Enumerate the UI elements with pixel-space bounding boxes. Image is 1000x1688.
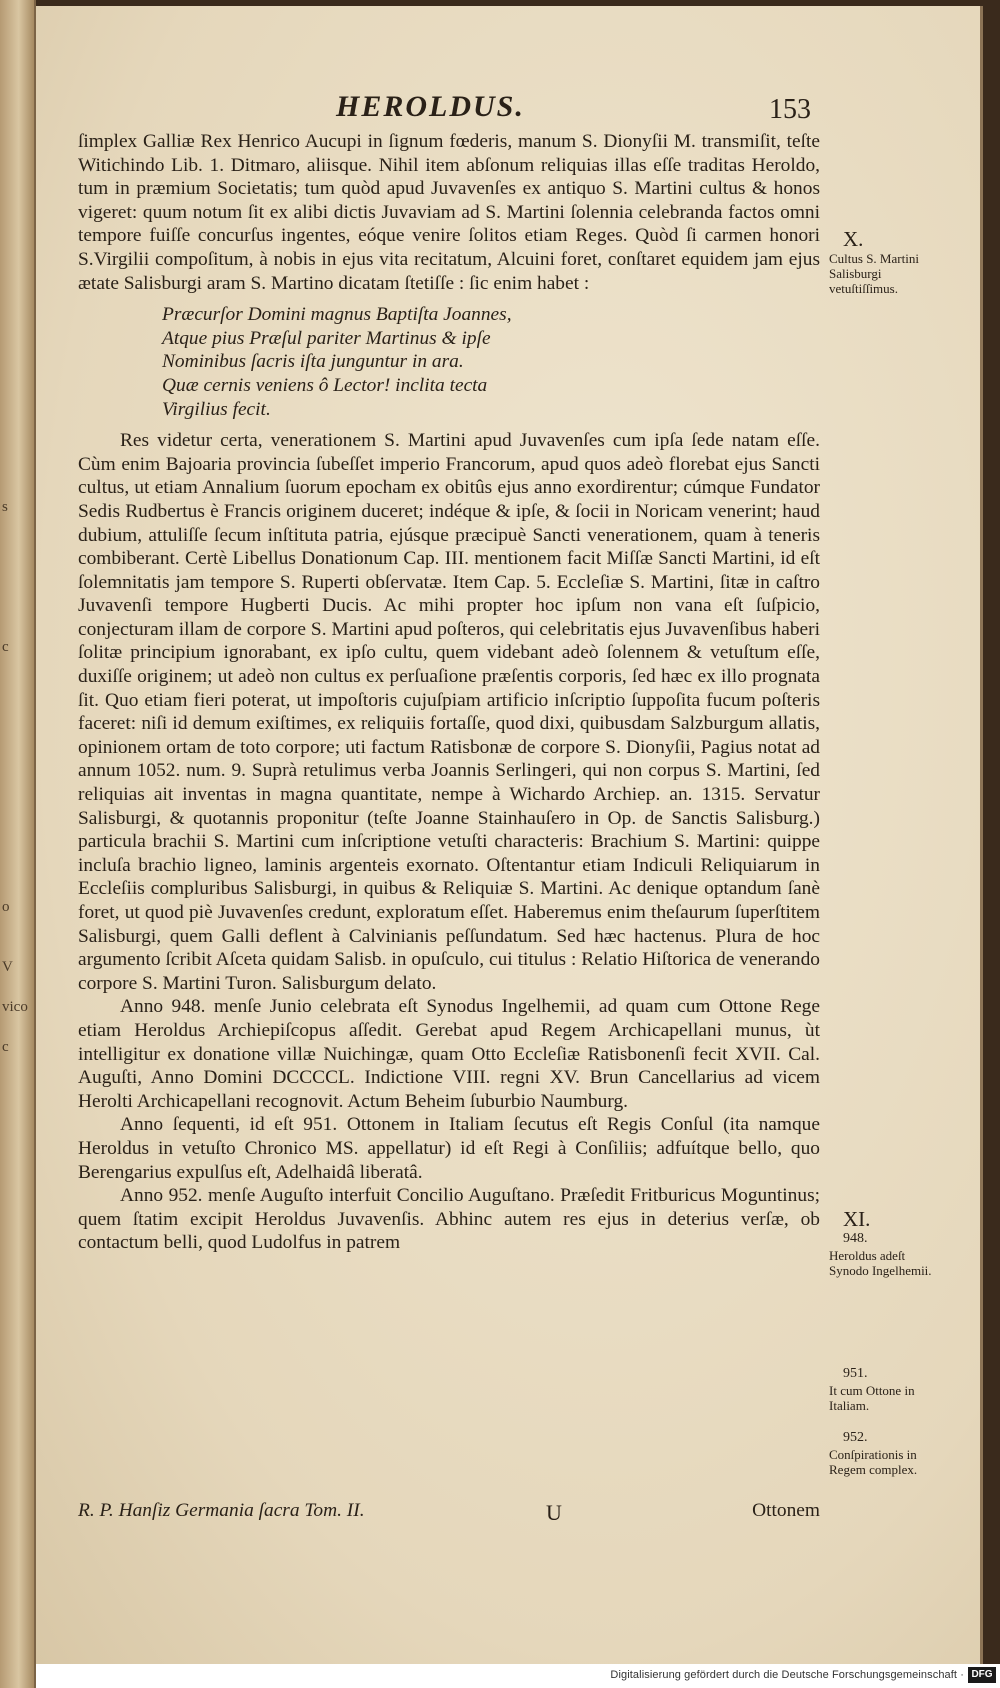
margin-note (829, 1207, 944, 1278)
book-page (36, 6, 983, 1664)
poem-line: Præcurſor Domini magnus Baptiſta Joannes, (162, 304, 512, 326)
poem-line: Nominibus ſacris iſta junguntur in ara. (162, 351, 464, 373)
signature-letter: U (546, 1500, 562, 1525)
book-spine (0, 0, 36, 1688)
paragraph: Anno 952. menſe Auguſto interfuit Concilio Auguſtano. Præſedit Fritburicus Moguntinus; quem ſtatim excipit Heroldus Juvavenſis. Abhinc autem res ejus in deterius verſæ, ob contactum belli, quod Ludolfus in patrem (78, 1185, 820, 1254)
dfg-logo-icon: DFG (968, 1667, 996, 1683)
margin-note (829, 1366, 944, 1413)
poem-quotation (162, 303, 820, 421)
body-text (78, 130, 820, 1255)
margin-year: 948. (843, 1231, 868, 1246)
spine-fragment: vico (2, 999, 28, 1015)
paragraph: Res videtur certa, venerationem S. Martini apud Juvavenſes cum ipſa ſede natam eſſe. Cùm enim Bajoaria provincia ſubeſſet imperio Francorum, apud quos adeò florebat ejus Sancti cultus, ut etiam Annalium ſuorum epocham ex obitûs ejus anno exordirentur; cúmque Fundator Sedis Rudbertus è Francis originem duceret; indéque & ipſe, & ſocii in Noricam venerint; haud dubium, attuliſſe ſecum inſtituta patria, ejúsque præcipuè Sancti venerationem, quam à teneris combiberant. Certè Libellus Donationum Cap. III. mentionem facit Miſſæ Sancti Martini, id eſt ſolemnitatis jam tempore S. Ruperti obſervatæ. Item Cap. 5. Eccleſiæ S. Martini, ſitæ in caſtro Juvavenſi tempore Hugberti Ducis. Ac mihi propter hoc ipſum non vana eſt ſuſpicio, conjecturam illam de corpore S. Martini apud poſteros, qui celebritatis ejus Juvavenſibus haberi ſolitæ principium ignorabant, ex ipſo cultu, quem videbant adeò ſolennem & vetuſtum eſſe, duxiſſe originem; ut adeò non cultus ex perſuaſione præſentis corporis, ſed hæc ex illo prognata ſit. Quo etiam fieri poterat, ut impoſtoris cujuſpiam artificio inſcriptio ſuppoſita fucum poſteris faceret: niſi id demum exiſtimes, ex reliquiis fortaſſe, quod dixi, quibusdam Salzburgum allatis, opinionem ortam de toto corpore; uti factum Ratisbonæ de corpore S. Dionyſii, Pagius notat ad annum 1052. num. 9. Suprà retulimus verba Joannis Serlingeri, qui non corpus S. Martini, ſed reliquias ait inventas in magna quantitate, nempe à Wichardo Archiep. an. 1315. Servatur Salisburgi, & quotannis proponitur (teſte Joanne Stainhauſero in Op. de Sanctis Salisburg.) particula brachii S. Martini cum inſcriptione vetuſti characteris: Brachium S. Martini: quippe incluſa brachio ligneo, laminis argenteis exornato. Oſtentantur etiam Indiculi Reliquiarum in Eccleſiis compluribus Salisburgi, in quibus & Reliquiæ S. Martini. Ac denique optandum ſanè foret, ut quod piè Juvavenſes credunt, exploratum eſſet. Haberemus enim theſaurum ſuperſtitem Salisburgi, quem Galli deflent à Calvinianis peſſundatum. Sed hæc hactenus. Plura de hoc argumento ſcribit Aſceta quidam Salisb. in opuſculo, cui titulus : Relatio Hiſtorica de venerando corpore S. Martini Turon. Salisburgum delato. (78, 430, 820, 994)
running-head: HEROLDUS. (336, 90, 525, 123)
margin-note-text: It cum Ottone in Italiam. (829, 1383, 915, 1413)
margin-note-text: Heroldus adeſt Synodo Ingelhemii. (829, 1248, 932, 1278)
margin-note (829, 227, 944, 296)
page-footer-line (78, 1500, 820, 1526)
margin-numeral: XI. (843, 1207, 871, 1231)
catchword: Ottonem (752, 1500, 820, 1521)
digitization-footer (36, 1664, 1000, 1688)
paragraph: Anno 948. menſe Junio celebrata eſt Synodus Ingelhemii, ad quam cum Ottone Rege etiam Heroldus Archiepiſcopus aſſedit. Gerebat apud Regem Archicapellani munus, ùt intelligitur ex donatione villæ Nuichingæ, quam Otto Eccleſiæ Ratisbonenſi fecit XVII. Cal. Auguſti, Anno Domini DCCCCL. Indictione VIII. regni XV. Brun Cancellarius ad vicem Herolti Archicapellani recognovit. Actum Beheim ſuburbio Naumburg. (78, 996, 820, 1112)
margin-note-text: Conſpirationis in Regem complex. (829, 1447, 918, 1477)
margin-numeral: X. (843, 227, 864, 251)
margin-note-text: Cultus S. Martini Salisburgi vetuſtiſſimus. (829, 251, 919, 296)
paragraph: Anno ſequenti, id eſt 951. Ottonem in Italiam ſecutus eſt Regis Conſul (ita namque Heroldus in vetuſto Chronico MS. appellatur) id eſt Regi à Conſiliis; adfuítque bello, quo Berengarius expulſus eſt, Adelhaidâ liberatâ. (78, 1114, 820, 1183)
spine-fragment: V (2, 959, 13, 975)
signature-mark: R. P. Hanſiz Germania ſacra Tom. II. (78, 1500, 365, 1521)
spine-fragment: c (2, 1039, 9, 1055)
poem-line: Atque pius Præſul pariter Martinus & ipſe (162, 327, 491, 349)
spine-fragment: c (2, 639, 9, 655)
margin-year: 951. (843, 1366, 868, 1381)
margin-year: 952. (843, 1430, 868, 1445)
paragraph: ſimplex Galliæ Rex Henrico Aucupi in ſignum fœderis, manum S. Dionyſii M. transmiſit, teſte Witichindo Lib. 1. Ditmaro, aliisque. Nihil item abſonum reliquias illas eſſe traditas Heroldo, tum in præmium Societatis; tum quòd apud Juvavenſes ex antiquo S. Martini cultus & honos vigeret: quum notum ſit ex alibi dictis Juvaviam ad S. Martini ſolennia celebranda factos omni tempore fuiſſe concurſus ingentes, eóque venire ſolitos etiam Reges. Quòd ſi carmen honori S.Virgilii compoſitum, à nobis in ejus vita recitatum, Alcuini foret, conſtaret equidem jam ejus ætate Salisburgi aram S. Martino dicatam ſtetiſſe : ſic enim habet : (78, 131, 820, 294)
spine-fragment: s (2, 499, 8, 515)
spine-fragment: o (2, 899, 10, 915)
page-header (36, 88, 980, 128)
page-number: 153 (769, 94, 811, 125)
margin-note (829, 1430, 944, 1477)
poem-line: Quæ cernis veniens ô Lector! inclita tecta (162, 374, 488, 396)
poem-line: Virgilius fecit. (162, 398, 271, 420)
funding-credit: Digitalisierung gefördert durch die Deutsche Forschungsgemeinschaft · (610, 1669, 964, 1681)
